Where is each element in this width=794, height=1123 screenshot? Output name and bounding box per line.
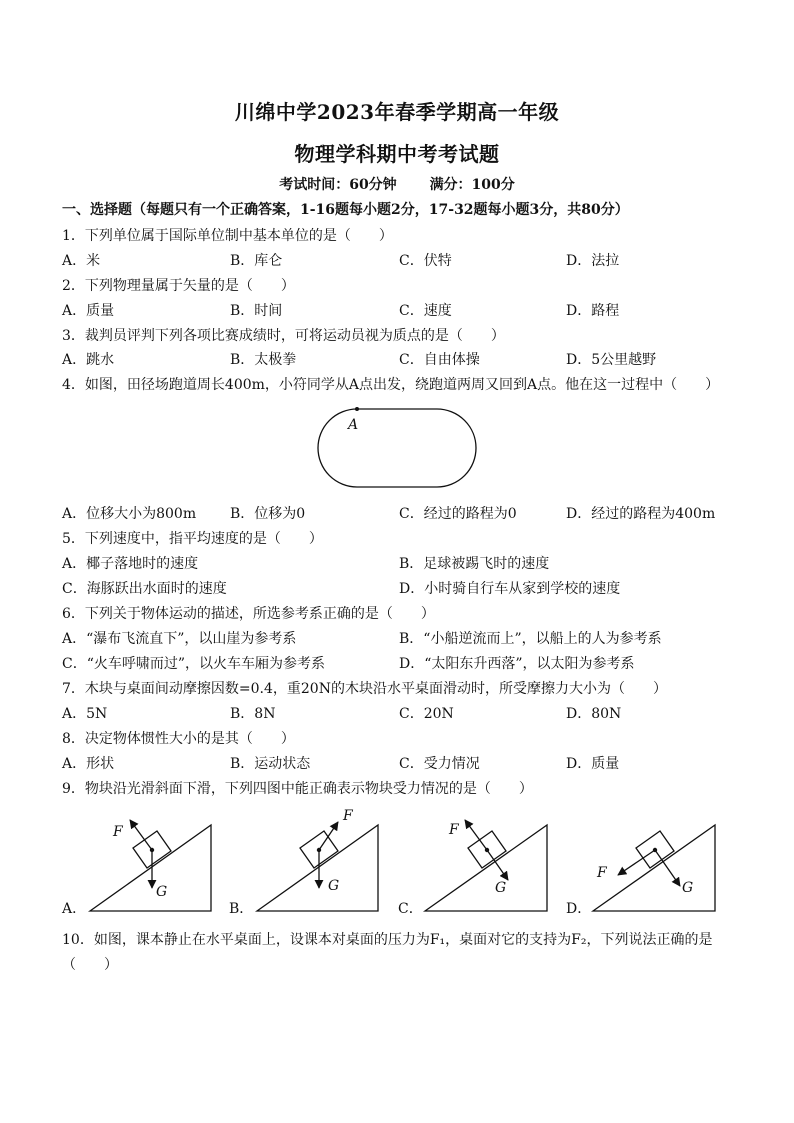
force-diagram-d — [566, 825, 715, 917]
gravity-label: G — [495, 880, 507, 896]
question-stem: 5．下列速度中，指平均速度的是（ ） — [62, 531, 323, 547]
option-a: A．形状 — [62, 756, 115, 772]
exam-info — [0, 174, 794, 194]
option-b: B．时间 — [230, 303, 283, 319]
option-d: D．经过的路程为400m — [566, 506, 716, 522]
option-b: B．足球被踢飞时的速度 — [399, 556, 550, 572]
option-c: C． — [398, 901, 423, 917]
option-b: B．库仑 — [230, 253, 283, 269]
option-d: D．路程 — [566, 303, 620, 319]
question-stem: 8．决定物体惯性大小的是其（ ） — [62, 731, 295, 747]
gravity-label: G — [156, 884, 168, 900]
question-stem: 4．如图，田径场跑道周长400m，小符同学从A点出发，绕跑道两周又回到A点。他在这一过程中（ ） — [62, 377, 720, 393]
force-arrow — [465, 820, 487, 850]
question-stem: 3．裁判员评判下列各项比赛成绩时，可将运动员视为质点的是（ ） — [62, 328, 505, 344]
option-a: A． — [62, 901, 87, 917]
option-b: B．8N — [230, 706, 276, 722]
option-c: C．“火车呼啸而过”，以火车车厢为参考系 — [62, 656, 326, 672]
option-c: C．速度 — [399, 303, 452, 319]
point-a-marker — [355, 407, 359, 411]
option-b: B．位移为0 — [230, 506, 306, 522]
force-diagram-c — [398, 820, 547, 917]
exam-score: 满分：100分 — [429, 177, 515, 193]
option-a: A．质量 — [62, 303, 115, 319]
incline — [257, 825, 378, 911]
option-d: D．法拉 — [566, 253, 620, 269]
option-d: D．80N — [566, 706, 622, 722]
option-a: A．米 — [62, 253, 101, 269]
option-a: A．椰子落地时的速度 — [62, 556, 199, 572]
question-stem: 6．下列关于物体运动的描述，所选参考系正确的是（ ） — [62, 606, 435, 622]
exam-subtitle: 物理学科期中考考试题 — [294, 142, 500, 166]
option-b: B．运动状态 — [230, 756, 311, 772]
option-c: C．伏特 — [399, 253, 452, 269]
option-c: C．经过的路程为0 — [399, 506, 517, 522]
section-heading: 一、选择题（每题只有一个正确答案，1-16题每小题2分，17-32题每小题3分，共80分） — [62, 202, 629, 218]
incline — [425, 825, 547, 911]
question-stem: 10．如图，课本静止在水平桌面上，设课本对桌面的压力为F₁，桌面对它的支持为F₂，下列说法正确的是 — [62, 932, 713, 948]
option-d: D．5公里越野 — [566, 352, 657, 368]
force-label: F — [597, 865, 607, 881]
option-a: A．位移大小为800m — [62, 506, 197, 522]
force-arrow — [130, 820, 152, 850]
option-c: C．受力情况 — [399, 756, 480, 772]
question-stem: 1．下列单位属于国际单位制中基本单位的是（ ） — [62, 228, 393, 244]
option-c: C．海豚跃出水面时的速度 — [62, 581, 227, 597]
track-diagram — [314, 405, 480, 491]
force-diagram-a — [61, 820, 211, 917]
point-a-label: A — [348, 417, 359, 433]
option-a: A．“瀑布飞流直下”，以山崖为参考系 — [62, 631, 297, 647]
option-b: B． — [229, 901, 254, 917]
option-d: D．质量 — [566, 756, 620, 772]
option-a: A．5N — [62, 706, 108, 722]
question-stem: 9．物块沿光滑斜面下滑，下列四图中能正确表示物块受力情况的是（ ） — [62, 781, 533, 797]
running-track — [318, 409, 476, 487]
option-b: B．“小船逆流而上”，以船上的人为参考系 — [399, 631, 662, 647]
option-d: D．小时骑自行车从家到学校的速度 — [399, 581, 621, 597]
exam-time: 考试时间：60分钟 — [279, 177, 397, 193]
incline — [90, 825, 211, 911]
incline — [593, 825, 715, 911]
force-label: F — [113, 824, 123, 840]
option-c: C．自由体操 — [399, 352, 480, 368]
question-stem: 2．下列物理量属于矢量的是（ ） — [62, 278, 295, 294]
force-label: F — [449, 822, 459, 838]
question-stem-continued: （ ） — [62, 957, 118, 973]
option-d: D． — [566, 901, 592, 917]
force-label: F — [343, 808, 353, 824]
option-c: C．20N — [399, 706, 454, 722]
force-diagrams — [60, 800, 740, 922]
force-diagram-b — [229, 808, 378, 917]
option-a: A．跳水 — [62, 352, 115, 368]
option-b: B．太极拳 — [230, 352, 297, 368]
exam-title: 川绵中学2023年春季学期高一年级 — [234, 100, 560, 124]
option-d: D．“太阳东升西落”，以太阳为参考系 — [399, 656, 635, 672]
gravity-label: G — [682, 880, 694, 896]
question-stem: 7．木块与桌面间动摩擦因数=0.4，重20N的木块沿水平桌面滑动时，所受摩擦力大小为（ ） — [62, 681, 667, 697]
gravity-label: G — [328, 878, 340, 894]
